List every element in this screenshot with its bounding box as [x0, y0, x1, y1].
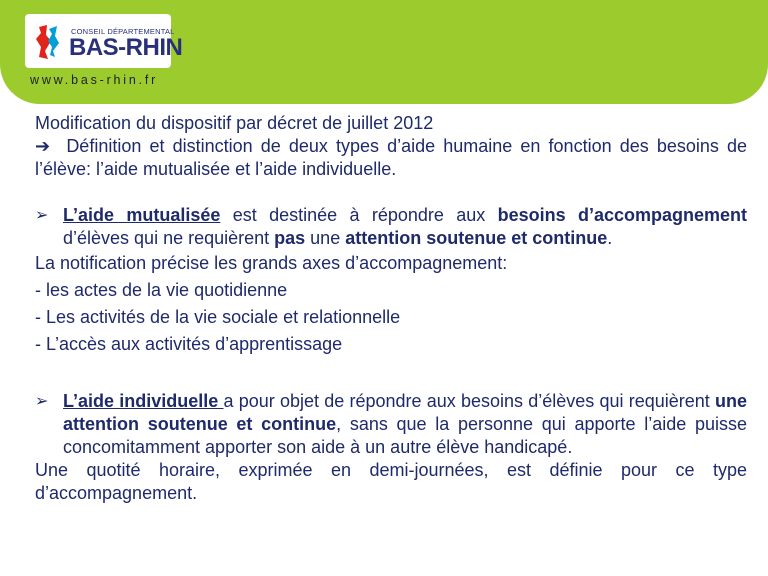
emphasis: attention soutenue et continue	[345, 228, 608, 248]
definition-paragraph	[35, 135, 747, 181]
text-part: est destinée à répondre aux	[220, 205, 498, 225]
definition-text: Définition et distinction de deux types d’aide humaine en fonction des besoins de l’élève: l’aide mutualisée et l’aide individuelle.	[35, 136, 747, 179]
logo-title: BAS-RHIN	[69, 34, 183, 61]
text-part: d’élèves qui ne requièrent	[63, 228, 275, 248]
notification-intro: La notification précise les grands axes d’accompagnement:	[35, 253, 508, 273]
axe-item: - Les activités de la vie sociale et relationnelle	[35, 307, 401, 327]
text-part: , sans que la personne qui apporte l’aide puisse concomitamment apporter son aide à un autre élève handicapé.	[63, 414, 747, 457]
header-banner	[0, 0, 768, 104]
slide-title: Modification du dispositif par décret de juillet 2012	[35, 113, 434, 133]
text-part: une	[305, 228, 346, 248]
axe-item: - les actes de la vie quotidienne	[35, 280, 288, 300]
website-link[interactable]: www.bas-rhin.fr	[30, 73, 159, 87]
axe-item: - L’accès aux activités d’apprentissage	[35, 334, 343, 354]
emphasis: une attention soutenue et continue	[63, 391, 747, 434]
aide-individuelle-text	[63, 390, 747, 459]
list-item-aide-individuelle	[35, 390, 747, 459]
bullet-arrow-icon: ➢	[35, 207, 49, 224]
aide-mutualisee-text	[63, 204, 747, 250]
quotite-paragraph: Une quotité horaire, exprimée en demi-journées, est définie pour ce type d’accompagnement.	[35, 460, 747, 503]
aide-individuelle-term: L’aide individuelle	[63, 391, 224, 411]
text-part: .	[607, 228, 613, 248]
slide-content	[35, 112, 747, 505]
logo[interactable]	[25, 14, 183, 68]
logo-subtitle: CONSEIL DÉPARTEMENTAL	[71, 27, 175, 36]
list-item-aide-mutualisee	[35, 204, 747, 250]
bullet-arrow-icon: ➢	[35, 393, 49, 410]
bas-rhin-logo-mark-icon	[33, 21, 65, 61]
aide-mutualisee-term: L’aide mutualisée	[63, 205, 221, 225]
text-part: a pour objet de répondre aux besoins d’élèves qui requièrent	[223, 391, 715, 411]
arrow-icon: ➔	[35, 136, 51, 156]
emphasis: pas	[274, 228, 306, 248]
emphasis: besoins d’accompagnement	[497, 205, 748, 225]
